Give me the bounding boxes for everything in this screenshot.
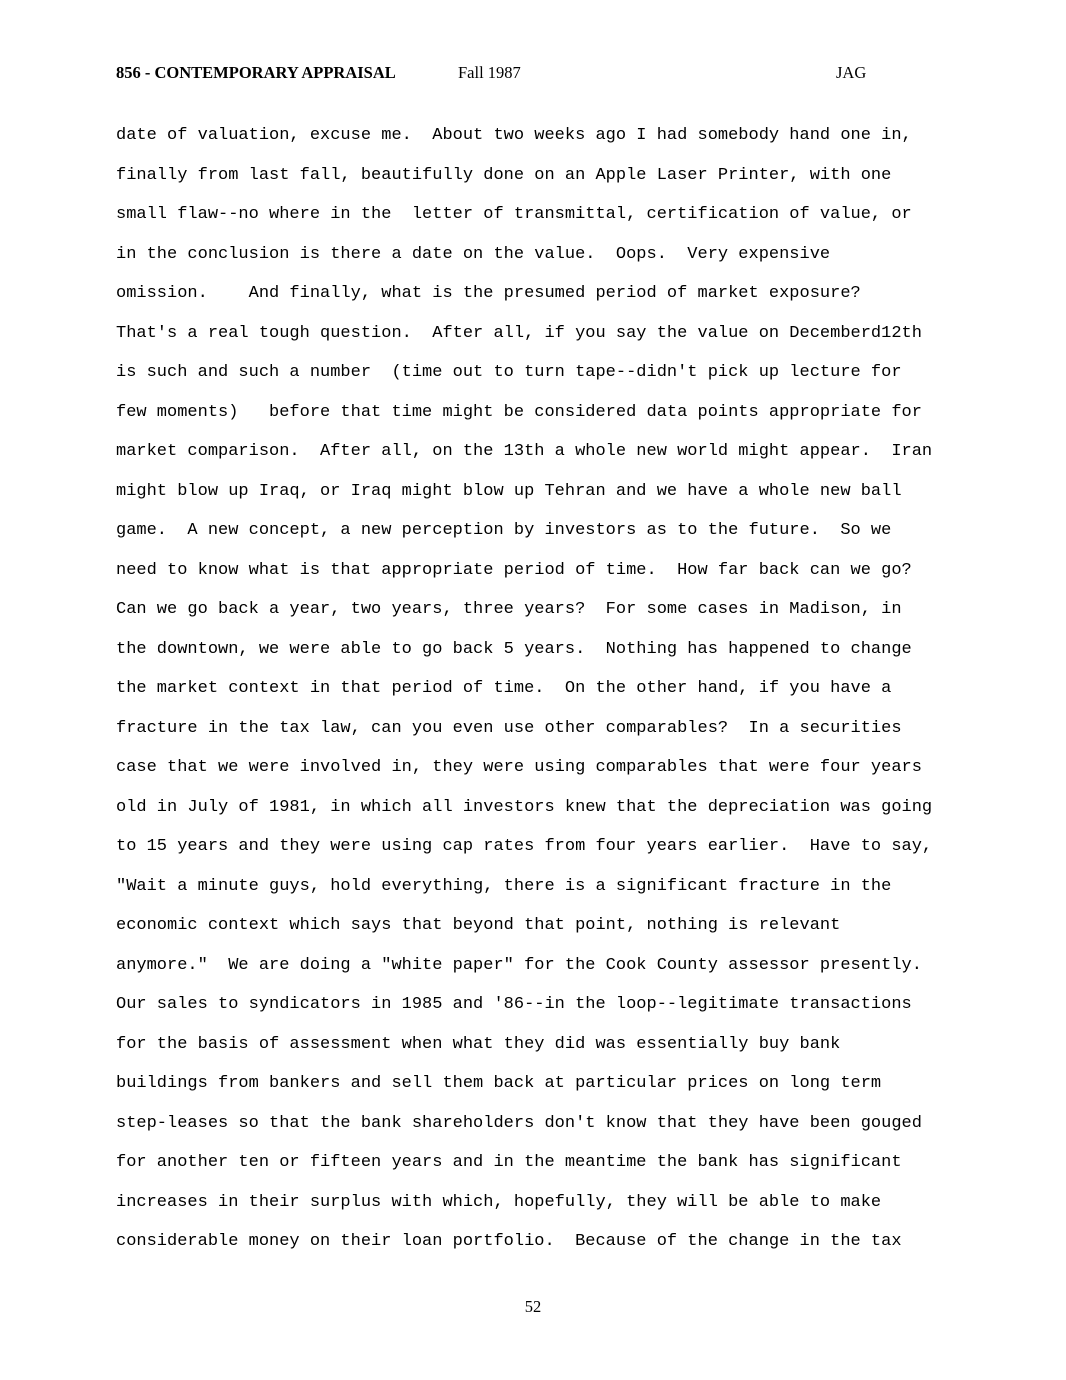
text-line: fracture in the tax law, can you even use other comparables? In a securities [116, 718, 902, 738]
transcript-body [116, 124, 1016, 1270]
text-line: "Wait a minute guys, hold everything, there is a significant fracture in the [116, 876, 892, 896]
text-line: step-leases so that the bank shareholders don't know that they have been gouged [116, 1113, 922, 1133]
text-line: date of valuation, excuse me. About two weeks ago I had somebody hand one in, [116, 126, 912, 145]
text-line: game. A new concept, a new perception by investors as to the future. So we [116, 521, 892, 540]
text-line: increases in their surplus with which, hopefully, they will be able to make [116, 1192, 882, 1212]
text-line: old in July of 1981, in which all investors knew that the depreciation was going [116, 797, 933, 817]
text-line: the market context in that period of time. On the other hand, if you have a [116, 679, 892, 698]
text-line: case that we were involved in, they were using comparables that were four years [116, 758, 922, 777]
text-line: Our sales to syndicators in 1985 and '86--in the loop--legitimate transactions [116, 995, 912, 1014]
header-course-title: 856 - CONTEMPORARY APPRAISAL [116, 63, 396, 82]
text-line: might blow up Iraq, or Iraq might blow up Tehran and we have a whole new ball [116, 481, 902, 501]
text-line: for the basis of assessment when what they did was essentially buy bank [116, 1034, 841, 1054]
header-author-initials: JAG [836, 63, 867, 82]
text-line: need to know what is that appropriate period of time. How far back can we go? [116, 560, 912, 580]
text-line: the downtown, we were able to go back 5 years. Nothing has happened to change [116, 639, 912, 659]
text-line: in the conclusion is there a date on the value. Oops. Very expensive [116, 244, 831, 264]
text-line: finally from last fall, beautifully done on an Apple Laser Printer, with one [116, 165, 892, 185]
text-line: considerable money on their loan portfolio. Because of the change in the tax [116, 1232, 902, 1251]
text-line: is such and such a number (time out to turn tape--didn't pick up lecture for [116, 363, 902, 382]
page-number: 52 [524, 1297, 542, 1316]
text-line: to 15 years and they were using cap rates from four years earlier. Have to say, [116, 837, 933, 856]
header-term: Fall 1987 [458, 63, 521, 82]
text-line: omission. And finally, what is the presumed period of market exposure? [116, 284, 861, 303]
text-line: buildings from bankers and sell them back at particular prices on long term [116, 1074, 882, 1093]
text-line: anymore." We are doing a "white paper" for the Cook County assessor presently. [116, 955, 922, 975]
text-line: economic context which says that beyond that point, nothing is relevant [116, 916, 841, 935]
text-line: market comparison. After all, on the 13th a whole new world might appear. Iran [116, 442, 933, 461]
text-line: That's a real tough question. After all, if you say the value on Decemberd12th [116, 323, 922, 343]
text-line: Can we go back a year, two years, three years? For some cases in Madison, in [116, 600, 902, 619]
text-line: few moments) before that time might be considered data points appropriate for [116, 402, 922, 422]
text-line: for another ten or fifteen years and in the meantime the bank has significant [116, 1153, 902, 1172]
text-line: small flaw--no where in the letter of transmittal, certification of value, or [116, 205, 912, 224]
